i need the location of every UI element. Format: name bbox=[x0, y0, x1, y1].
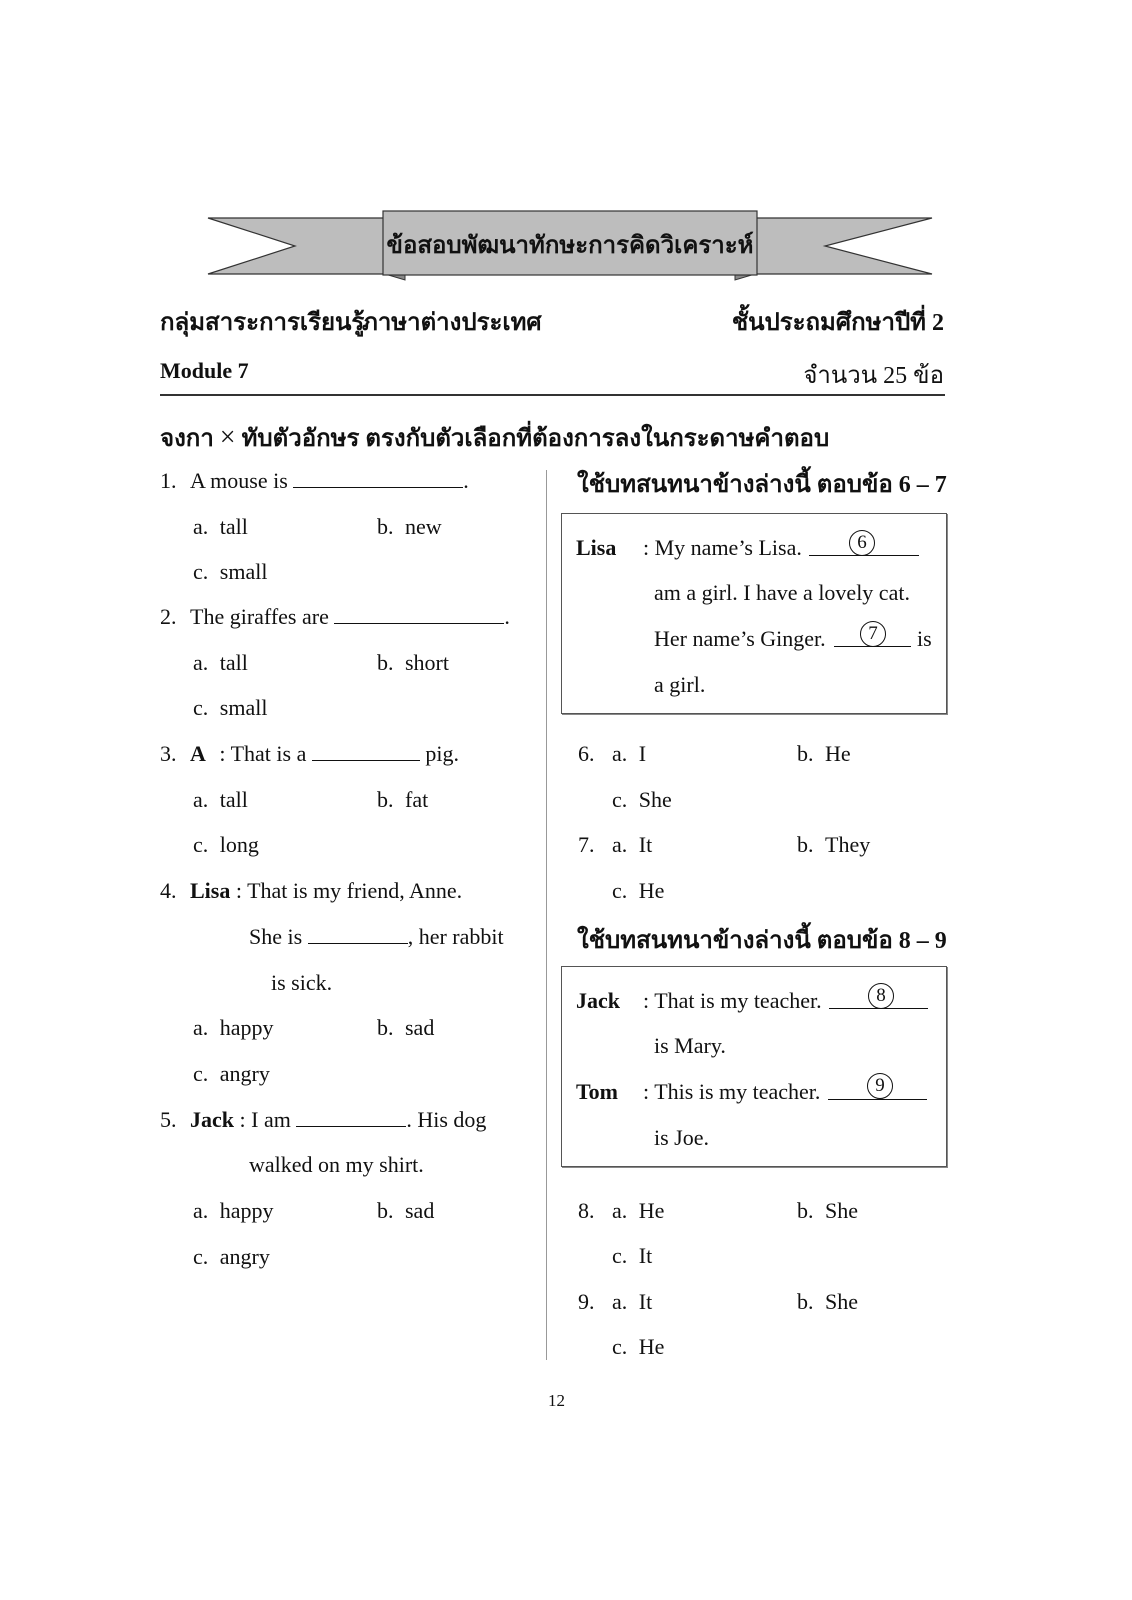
option-text: angry bbox=[219, 1244, 270, 1269]
option-letter: a. bbox=[612, 832, 628, 857]
q9-option-a[interactable] bbox=[612, 1289, 652, 1315]
q9-option-c[interactable] bbox=[612, 1334, 664, 1360]
dialog-1-line-3-end: is bbox=[917, 626, 932, 651]
option-text: tall bbox=[219, 514, 248, 539]
option-letter: b. bbox=[797, 1198, 814, 1223]
question-text: : That is my friend, Anne. bbox=[235, 878, 463, 903]
option-text: I bbox=[638, 741, 647, 766]
option-letter: c. bbox=[193, 695, 209, 720]
option-text: She bbox=[638, 787, 672, 812]
dialog-2-line-3: : This is my teacher. bbox=[643, 1079, 821, 1104]
question-5 bbox=[160, 1107, 486, 1133]
q5-option-a[interactable] bbox=[193, 1198, 274, 1224]
option-text: They bbox=[825, 832, 871, 857]
q2-option-a[interactable] bbox=[193, 650, 248, 676]
q6-number: 6. bbox=[578, 741, 595, 766]
q4-option-a[interactable] bbox=[193, 1015, 274, 1041]
q8-option-c[interactable] bbox=[612, 1243, 652, 1269]
instruction bbox=[160, 418, 829, 457]
blank-marker-6: 6 bbox=[849, 530, 875, 556]
ribbon-right-tail bbox=[735, 218, 932, 274]
option-letter: a. bbox=[193, 787, 209, 812]
ribbon-left-tail bbox=[208, 218, 405, 274]
question-text: She is bbox=[249, 924, 303, 949]
answer-blank bbox=[334, 605, 504, 624]
option-letter: a. bbox=[612, 741, 628, 766]
q3-option-c[interactable] bbox=[193, 832, 259, 858]
option-letter: b. bbox=[377, 1015, 394, 1040]
option-letter: c. bbox=[612, 1243, 628, 1268]
option-letter: c. bbox=[612, 878, 628, 903]
option-letter: b. bbox=[797, 741, 814, 766]
question-end: pig. bbox=[425, 741, 459, 766]
banner-title: ข้อสอบพัฒนาทักษะการคิดวิเคราะห์ bbox=[386, 233, 754, 259]
question-end: . bbox=[463, 468, 469, 493]
blank-marker-9: 9 bbox=[867, 1073, 893, 1099]
option-text: She bbox=[825, 1198, 858, 1223]
dialog-2-line-1: : That is my teacher. bbox=[643, 988, 822, 1013]
option-letter: b. bbox=[797, 832, 814, 857]
module-title: Module 7 bbox=[160, 358, 249, 383]
option-text: angry bbox=[219, 1061, 270, 1086]
grade-level: ชั้นประถมศึกษาปีที่ 2 bbox=[731, 310, 944, 336]
q4-option-b[interactable] bbox=[377, 1015, 434, 1041]
option-text: new bbox=[405, 514, 442, 539]
option-text: He bbox=[638, 1334, 665, 1359]
q1-option-b[interactable] bbox=[377, 514, 442, 540]
q6-option-b[interactable] bbox=[797, 741, 851, 767]
dialog-2-speaker-1: Jack bbox=[576, 988, 620, 1013]
instruction-mark: × bbox=[219, 422, 236, 453]
question-4-line-2 bbox=[249, 924, 504, 950]
instruction-text: ทับตัวอักษร ตรงกับตัวเลือกที่ต้องการลงในกระดาษคำตอบ bbox=[241, 426, 830, 452]
question-number: 3. bbox=[160, 741, 177, 766]
question-text: , her rabbit bbox=[407, 924, 504, 949]
instruction-prefix: จงกา bbox=[160, 426, 214, 452]
question-3 bbox=[160, 741, 459, 767]
question-2 bbox=[160, 604, 510, 630]
option-letter: c. bbox=[193, 1061, 209, 1086]
option-letter: a. bbox=[612, 1289, 628, 1314]
speaker-name: Lisa bbox=[190, 878, 231, 903]
dialog-1-line-3: Her name’s Ginger. bbox=[654, 626, 826, 651]
option-text: sad bbox=[405, 1015, 435, 1040]
option-letter: a. bbox=[193, 1198, 209, 1223]
option-letter: a. bbox=[193, 650, 209, 675]
answer-blank bbox=[293, 469, 463, 488]
dialog-1-heading: ใช้บทสนทนาข้างล่างนี้ ตอบข้อ 6 – 7 bbox=[577, 472, 947, 498]
option-letter: c. bbox=[193, 1244, 209, 1269]
dialog-1-line-4: a girl. bbox=[654, 672, 706, 697]
q7-option-a[interactable] bbox=[612, 832, 652, 858]
option-text: It bbox=[638, 832, 653, 857]
q8-option-a[interactable] bbox=[612, 1198, 664, 1224]
answer-blank bbox=[296, 1108, 406, 1127]
q3-option-b[interactable] bbox=[377, 787, 428, 813]
dialog-1-line-2: am a girl. I have a lovely cat. bbox=[654, 580, 910, 605]
q9-number: 9. bbox=[578, 1289, 595, 1314]
header-divider bbox=[160, 394, 945, 396]
answer-blank bbox=[312, 742, 420, 761]
option-text: He bbox=[638, 878, 665, 903]
option-text: long bbox=[219, 832, 259, 857]
option-letter: a. bbox=[612, 1198, 628, 1223]
dialog-2-heading: ใช้บทสนทนาข้างล่างนี้ ตอบข้อ 8 – 9 bbox=[577, 928, 947, 954]
q5-option-c[interactable] bbox=[193, 1244, 270, 1270]
page-number: 12 bbox=[548, 1391, 565, 1410]
answer-blank bbox=[308, 925, 408, 944]
option-text: tall bbox=[219, 787, 248, 812]
dialog-1-line-1: : My name’s Lisa. bbox=[643, 535, 802, 560]
option-letter: b. bbox=[797, 1289, 814, 1314]
option-text: fat bbox=[405, 787, 429, 812]
option-text: It bbox=[638, 1243, 653, 1268]
dialog-2-line-4: is Joe. bbox=[654, 1125, 709, 1150]
question-5-line-2: walked on my shirt. bbox=[249, 1152, 424, 1177]
option-text: happy bbox=[219, 1015, 274, 1040]
dialog-2-line-2: is Mary. bbox=[654, 1033, 726, 1058]
option-text: He bbox=[825, 741, 851, 766]
q6-option-c[interactable] bbox=[612, 787, 672, 813]
question-number: 4. bbox=[160, 878, 177, 903]
dialog-1-speaker: Lisa bbox=[576, 535, 617, 560]
q7-number: 7. bbox=[578, 832, 595, 857]
column-divider bbox=[546, 470, 547, 1360]
option-text: small bbox=[219, 695, 268, 720]
option-letter: b. bbox=[377, 787, 394, 812]
option-letter: b. bbox=[377, 650, 394, 675]
option-letter: b. bbox=[377, 514, 394, 539]
subject-name: ภาษาต่างประเทศ bbox=[362, 310, 542, 336]
option-text: She bbox=[825, 1289, 858, 1314]
blank-marker-8: 8 bbox=[868, 983, 894, 1009]
q7-option-c[interactable] bbox=[612, 878, 664, 904]
question-text: . His dog bbox=[406, 1107, 487, 1132]
q6-option-a[interactable] bbox=[612, 741, 646, 767]
option-letter: c. bbox=[193, 559, 209, 584]
q2-option-c[interactable] bbox=[193, 695, 267, 721]
q1-option-c[interactable] bbox=[193, 559, 267, 585]
question-text: The giraffes are bbox=[190, 604, 329, 629]
option-text: small bbox=[219, 559, 268, 584]
option-letter: c. bbox=[612, 787, 628, 812]
option-letter: c. bbox=[612, 1334, 628, 1359]
q1-option-a[interactable] bbox=[193, 514, 248, 540]
option-text: It bbox=[638, 1289, 653, 1314]
question-text: : I am bbox=[239, 1107, 291, 1132]
option-letter: c. bbox=[193, 832, 209, 857]
option-text: sad bbox=[405, 1198, 435, 1223]
question-1 bbox=[160, 468, 469, 494]
option-text: happy bbox=[219, 1198, 274, 1223]
option-letter: b. bbox=[377, 1198, 394, 1223]
speaker-name: Jack bbox=[190, 1107, 234, 1132]
question-number: 1. bbox=[160, 468, 177, 493]
option-letter: a. bbox=[193, 1015, 209, 1040]
option-text: short bbox=[405, 650, 449, 675]
q9-option-b[interactable] bbox=[797, 1289, 858, 1315]
question-4-line-3: is sick. bbox=[271, 970, 333, 995]
question-count: จำนวน 25 ข้อ bbox=[803, 363, 944, 389]
blank-marker-7: 7 bbox=[860, 621, 886, 647]
question-text: : That is a bbox=[219, 741, 307, 766]
q2-option-b[interactable] bbox=[377, 650, 449, 676]
q8-option-b[interactable] bbox=[797, 1198, 858, 1224]
option-text: He bbox=[638, 1198, 665, 1223]
option-letter: a. bbox=[193, 514, 209, 539]
q4-option-c[interactable] bbox=[193, 1061, 270, 1087]
q7-option-b[interactable] bbox=[797, 832, 870, 858]
question-number: 5. bbox=[160, 1107, 177, 1132]
question-number: 2. bbox=[160, 604, 177, 629]
subject-label: กลุ่มสาระการเรียนรู้ bbox=[160, 310, 365, 336]
question-end: . bbox=[504, 604, 510, 629]
q3-option-a[interactable] bbox=[193, 787, 248, 813]
question-text: A mouse is bbox=[190, 468, 288, 493]
q8-number: 8. bbox=[578, 1198, 595, 1223]
option-text: tall bbox=[219, 650, 248, 675]
speaker-name: A bbox=[190, 741, 206, 766]
question-4 bbox=[160, 878, 462, 904]
dialog-2-speaker-2: Tom bbox=[576, 1079, 618, 1104]
q5-option-b[interactable] bbox=[377, 1198, 434, 1224]
